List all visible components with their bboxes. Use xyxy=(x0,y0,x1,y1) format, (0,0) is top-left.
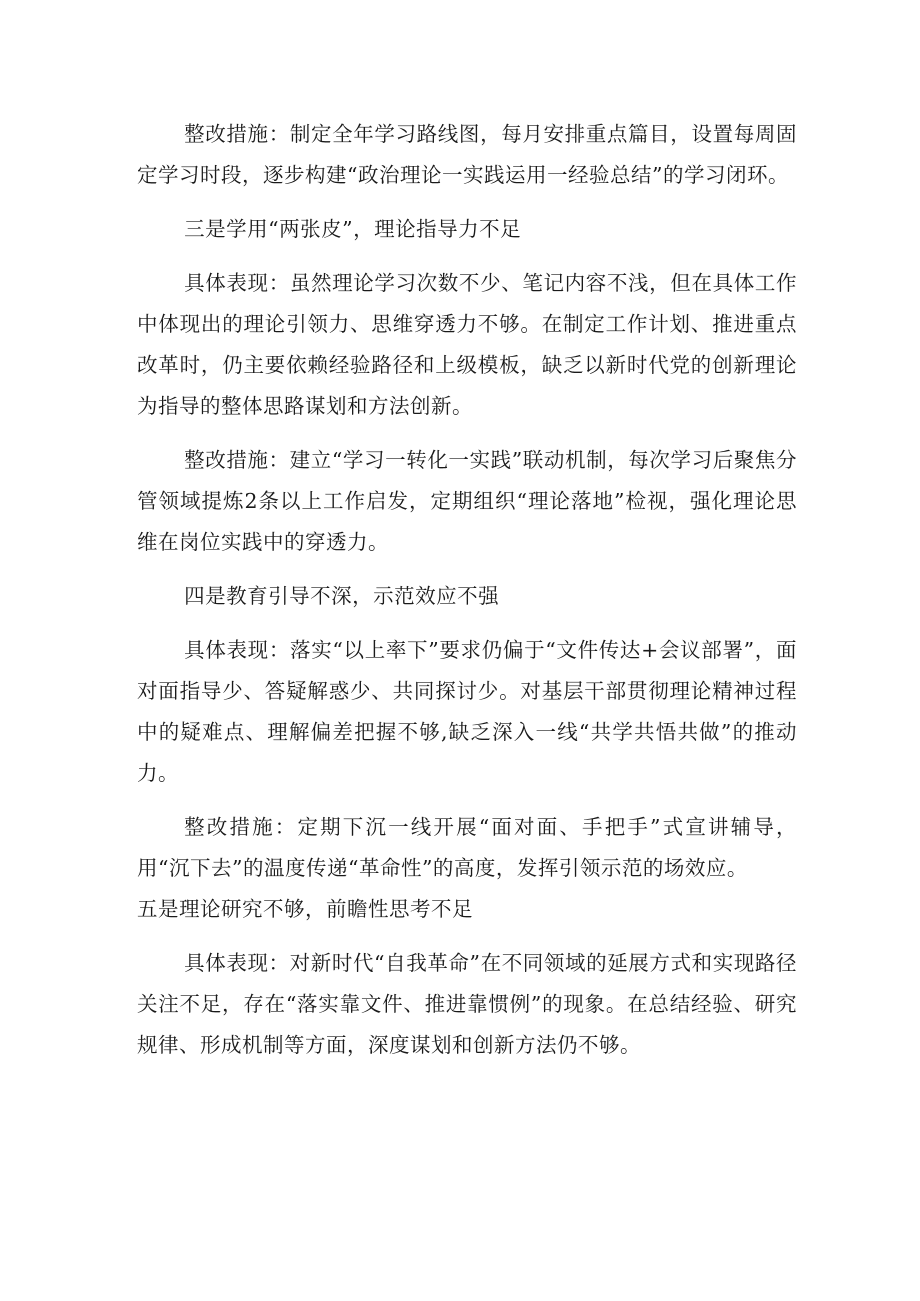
document-body xyxy=(137,114,797,1066)
paragraph-gap xyxy=(137,930,797,943)
paragraph-gap xyxy=(137,250,797,263)
paragraph-gap xyxy=(137,427,797,440)
paragraph-gap xyxy=(137,196,797,209)
section-heading-three: 三是学用“两张皮”，理论指导力不足 xyxy=(184,217,522,241)
paragraph-specific-performance-3: 具体表现：虽然理论学习次数不少、笔记内容不浅，但在具体工作中体现出的理论引领力、思维穿透力不够。在制定工作计划、推进重点改革时，仍主要依赖经验路径和上级模板，缺乏以新时代党的创新理论为指导的整体思路谋划和方法创新。 xyxy=(137,271,797,418)
section-heading-five: 五是理论研究不够，前瞻性思考不足 xyxy=(137,897,473,921)
section-heading-four: 四是教育引导不深，示范效应不强 xyxy=(184,584,500,608)
paragraph-rectification-measures-4: 整改措施：定期下沉一线开展“面对面、手把手”式宣讲辅导，用“沉下去”的温度传递“革命性”的高度，发挥引领示范的场效应。 xyxy=(137,815,797,880)
paragraph-rectification-measures-1: 整改措施：制定全年学习路线图，每月安排重点篇目，设置每周固定学习时段，逐步构建“政治理论一实践运用一经验总结”的学习闭环。 xyxy=(137,122,797,187)
paragraph-gap xyxy=(137,617,797,630)
paragraph-rectification-measures-3: 整改措施：建立“学习一转化一实践”联动机制，每次学习后聚焦分管领域提炼2条以上工作启发，定期组织“理论落地”检视，强化理论思维在岗位实践中的穿透力。 xyxy=(137,448,797,554)
paragraph-gap xyxy=(137,794,797,807)
paragraph-specific-performance-5: 具体表现：对新时代“自我革命”在不同领域的延展方式和实现路径关注不足，存在“落实靠文件、推进靠惯例”的现象。在总结经验、研究规律、形成机制等方面，深度谋划和创新方法仍不够。 xyxy=(137,951,797,1057)
paragraph-gap xyxy=(137,563,797,576)
paragraph-specific-performance-4: 具体表现：落实“以上率下”要求仍偏于“文件传达+会议部署”，面对面指导少、答疑解惑少、共同探讨少。对基层干部贯彻理论精神过程中的疑难点、理解偏差把握不够,缺乏深入一线“共学共悟共做”的推动力。 xyxy=(137,638,797,785)
